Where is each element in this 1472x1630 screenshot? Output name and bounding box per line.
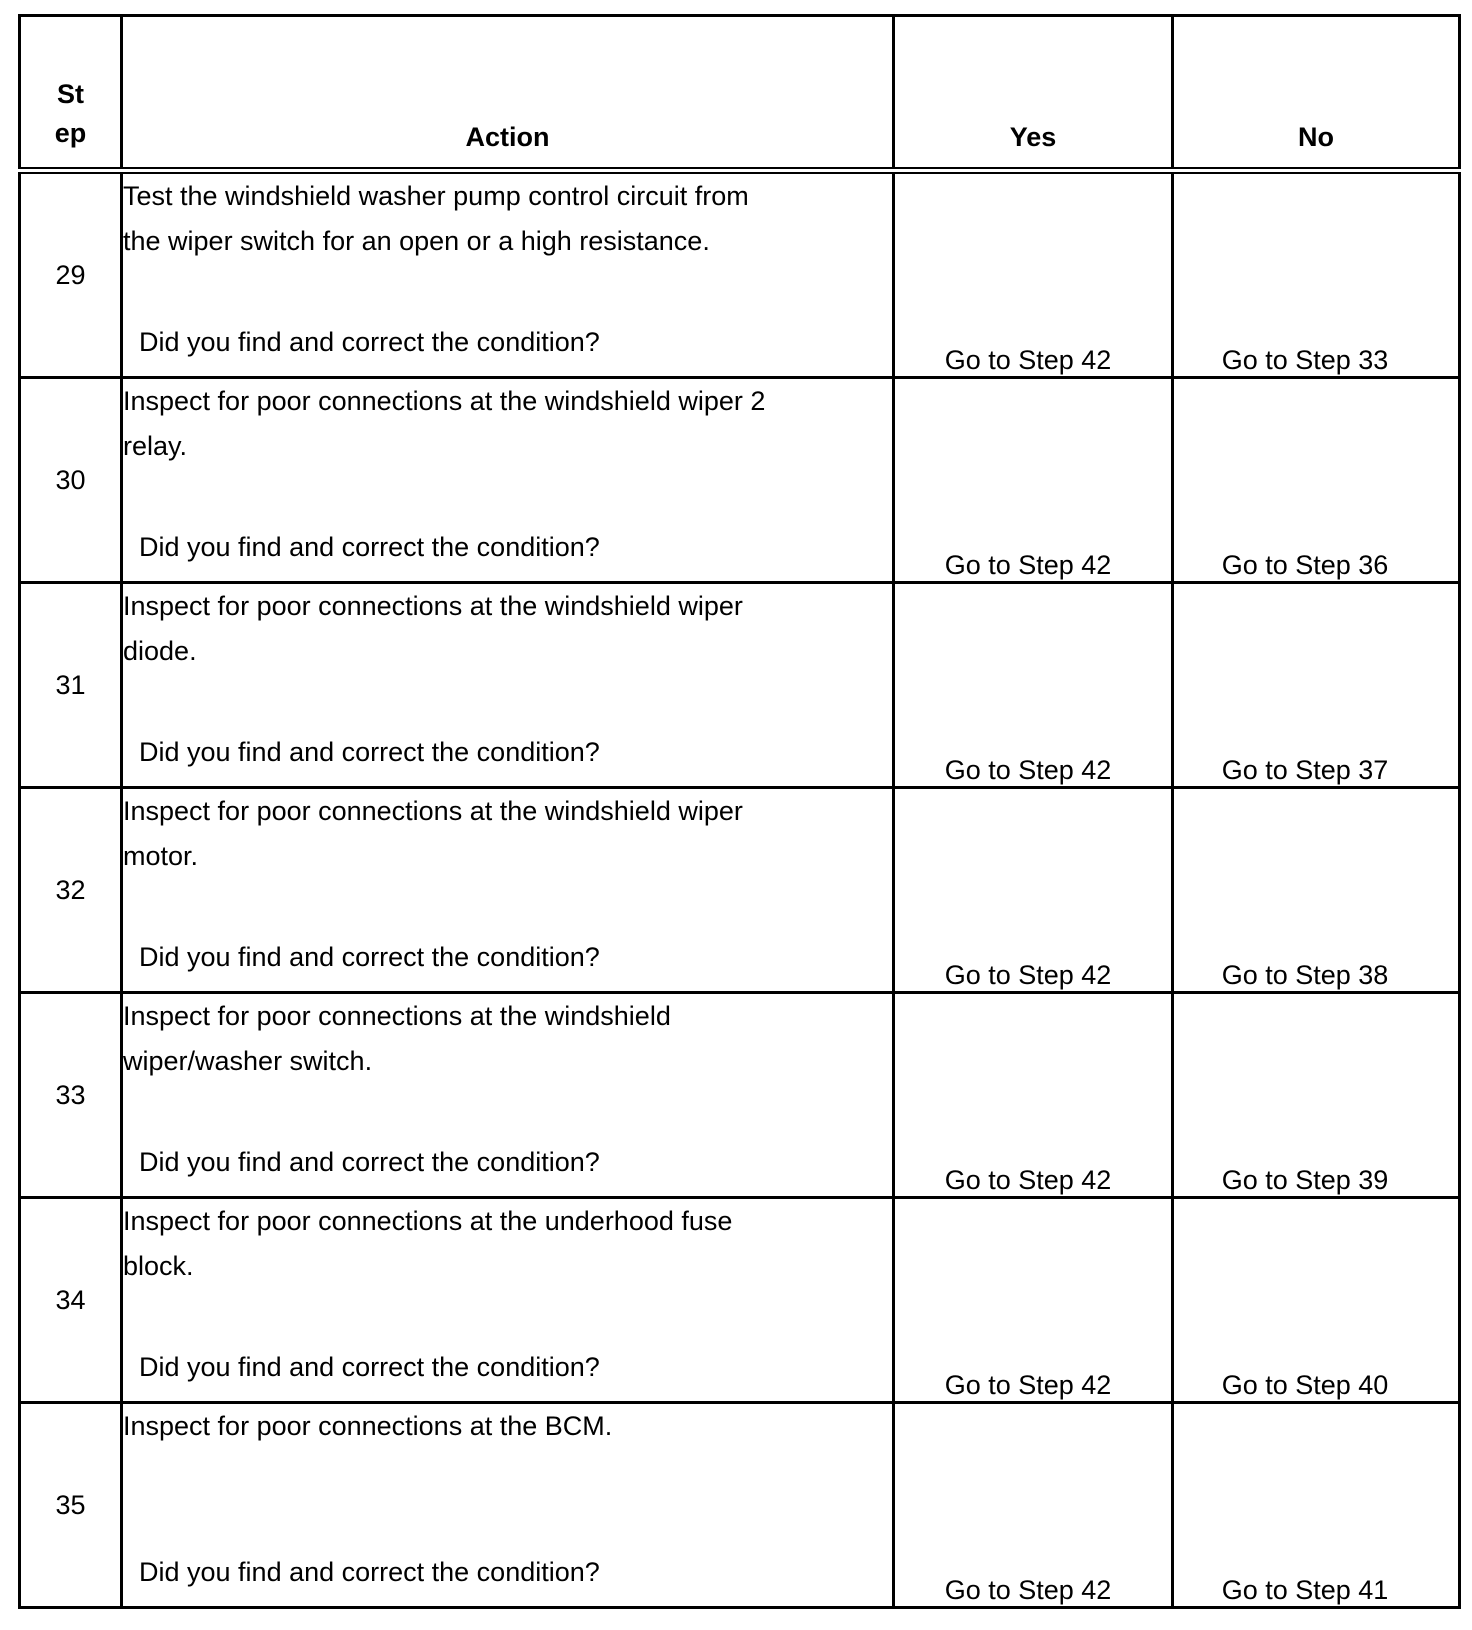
table-row: [20, 993, 1460, 1198]
action-question: Did you find and correct the condition?: [139, 1352, 600, 1382]
no-column-header: No: [1173, 16, 1460, 171]
yes-column-header: Yes: [894, 16, 1173, 171]
action-cell: [122, 1198, 894, 1403]
no-result: Go to Step 38: [1221, 960, 1389, 990]
step-number: 30: [20, 378, 122, 583]
table-row: [20, 378, 1460, 583]
action-instruction: Inspect for poor connections at the BCM.: [123, 1411, 613, 1441]
table-row: [20, 1198, 1460, 1403]
step-number: 32: [20, 788, 122, 993]
action-instruction: Test the windshield washer pump control circuit from the wiper switch for an open or a high resistance.: [123, 181, 749, 256]
action-cell: [122, 993, 894, 1198]
action-instruction: Inspect for poor connections at the windshield wiper motor.: [123, 796, 743, 871]
table-row: [20, 171, 1460, 378]
yes-cell: [894, 171, 1173, 378]
table-row: [20, 583, 1460, 788]
step-header-line2: ep: [54, 118, 87, 148]
yes-result: Go to Step 42: [944, 1165, 1112, 1195]
yes-cell: [894, 583, 1173, 788]
action-instruction: Inspect for poor connections at the windshield wiper 2 relay.: [123, 386, 766, 461]
yes-result: Go to Step 42: [944, 960, 1112, 990]
yes-cell: [894, 993, 1173, 1198]
no-cell: [1173, 1198, 1460, 1403]
no-cell: [1173, 788, 1460, 993]
no-result: Go to Step 36: [1221, 550, 1389, 580]
action-question: Did you find and correct the condition?: [139, 532, 600, 562]
yes-result: Go to Step 42: [944, 755, 1112, 785]
table-row: [20, 788, 1460, 993]
no-cell: [1173, 583, 1460, 788]
action-column-header: Action: [122, 16, 894, 171]
no-cell: [1173, 1403, 1460, 1608]
yes-result: Go to Step 42: [944, 345, 1112, 375]
action-cell: [122, 788, 894, 993]
no-result: Go to Step 37: [1221, 755, 1389, 785]
action-question: Did you find and correct the condition?: [139, 1147, 600, 1177]
action-instruction: Inspect for poor connections at the windshield wiper/washer switch.: [123, 1001, 671, 1076]
yes-cell: [894, 1198, 1173, 1403]
diagnostic-table: [18, 14, 1461, 1609]
action-cell: [122, 583, 894, 788]
no-cell: [1173, 171, 1460, 378]
step-number: 31: [20, 583, 122, 788]
action-cell: [122, 378, 894, 583]
yes-result: Go to Step 42: [944, 1575, 1112, 1605]
table-row: [20, 1403, 1460, 1608]
step-number: 29: [20, 171, 122, 378]
yes-result: Go to Step 42: [944, 550, 1112, 580]
action-question: Did you find and correct the condition?: [139, 737, 600, 767]
yes-result: Go to Step 42: [944, 1370, 1112, 1400]
action-instruction: Inspect for poor connections at the underhood fuse block.: [123, 1206, 733, 1281]
action-question: Did you find and correct the condition?: [139, 942, 600, 972]
action-cell: [122, 1403, 894, 1608]
no-result: Go to Step 39: [1221, 1165, 1389, 1195]
action-question: Did you find and correct the condition?: [139, 1557, 600, 1587]
action-instruction: Inspect for poor connections at the windshield wiper diode.: [123, 591, 743, 666]
step-number: 35: [20, 1403, 122, 1608]
no-result: Go to Step 40: [1221, 1370, 1389, 1400]
yes-cell: [894, 788, 1173, 993]
yes-cell: [894, 378, 1173, 583]
step-number: 33: [20, 993, 122, 1198]
yes-cell: [894, 1403, 1173, 1608]
no-cell: [1173, 378, 1460, 583]
step-column-header: [20, 16, 122, 171]
no-result: Go to Step 33: [1221, 345, 1389, 375]
step-number: 34: [20, 1198, 122, 1403]
step-header-line1: St: [57, 79, 84, 109]
no-cell: [1173, 993, 1460, 1198]
no-result: Go to Step 41: [1221, 1575, 1389, 1605]
header-row: [20, 16, 1460, 171]
action-cell: [122, 171, 894, 378]
action-question: Did you find and correct the condition?: [139, 327, 600, 357]
